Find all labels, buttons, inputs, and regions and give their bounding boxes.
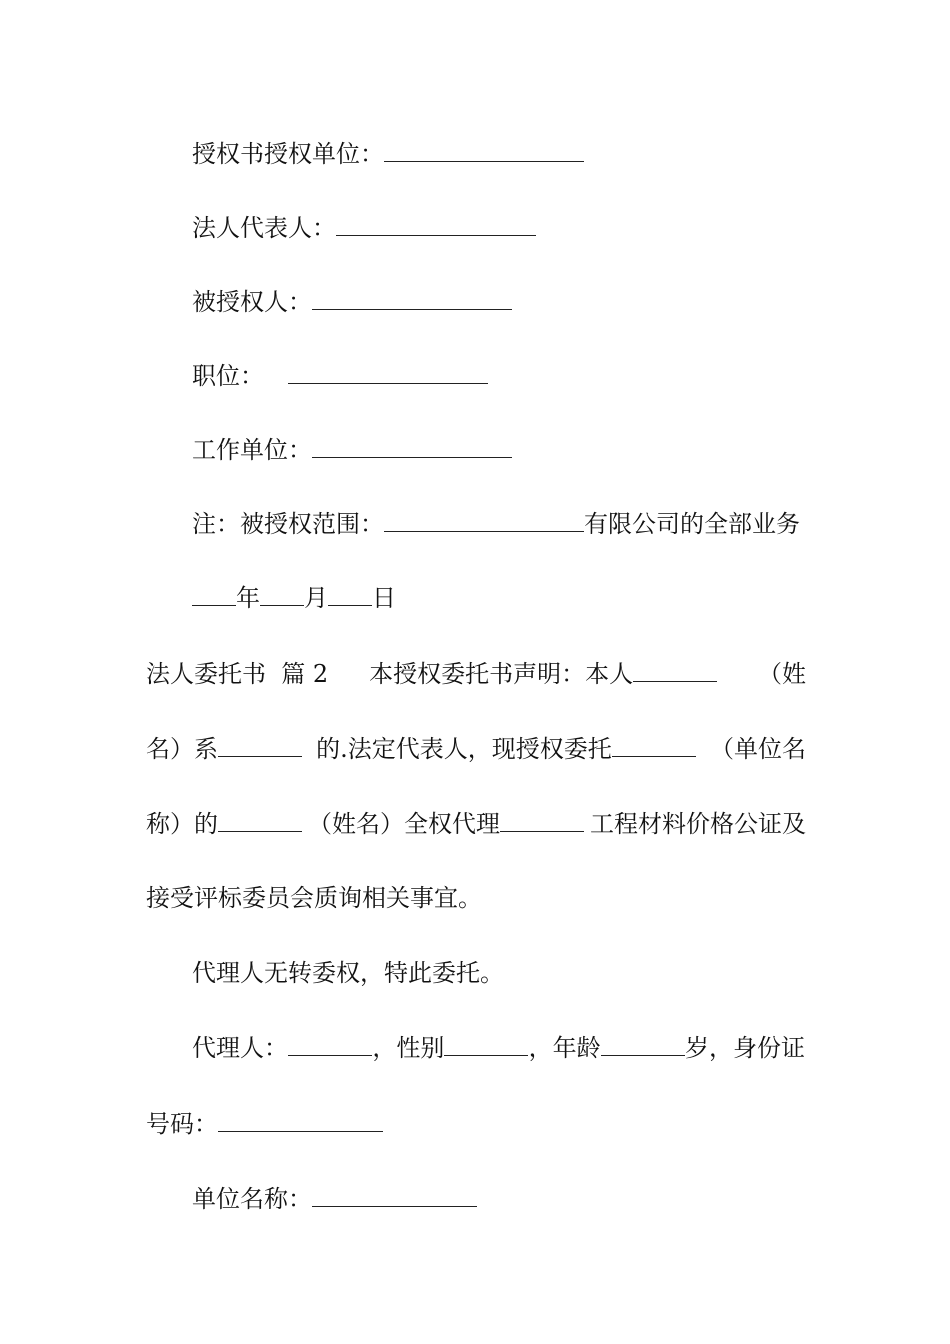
- work-unit-row: [192, 434, 512, 466]
- date-row: [192, 582, 396, 614]
- year-label: 年: [236, 584, 260, 612]
- section2-line-3: [146, 808, 806, 840]
- company-blank[interactable]: [218, 734, 302, 757]
- legal-rep-row: [192, 212, 536, 244]
- id-number-row: [146, 1108, 383, 1140]
- work-unit-label: 工作单位：: [192, 436, 312, 464]
- principal-name-blank[interactable]: [633, 659, 717, 682]
- statement-text: 本授权委托书声明：本人: [369, 660, 634, 688]
- note-label: 注：被授权范围：: [192, 510, 384, 538]
- section2-line-4: [146, 882, 482, 914]
- authorized-person-label: 被授权人：: [192, 288, 312, 316]
- entrusted-unit-blank[interactable]: [612, 734, 696, 757]
- no-sub-delegation-paragraph: [192, 957, 504, 989]
- section-heading: 法人委托书: [146, 660, 266, 688]
- day-blank[interactable]: [328, 583, 372, 606]
- work-unit-blank[interactable]: [312, 435, 512, 458]
- note-row: [192, 508, 800, 540]
- statement-text: 名）系: [146, 735, 218, 763]
- month-label: 月: [304, 584, 328, 612]
- section2-line-1: [146, 658, 806, 690]
- unit-name-label: 单位名称：: [192, 1185, 312, 1213]
- legal-rep-blank[interactable]: [336, 213, 536, 236]
- unit-name-row: [192, 1183, 477, 1215]
- statement-text: （姓: [757, 660, 806, 688]
- agent-label: 代理人：: [192, 1034, 288, 1062]
- unit-name-blank[interactable]: [312, 1184, 477, 1207]
- note-suffix: 有限公司的全部业务: [584, 510, 800, 538]
- chapter-label: 篇 2: [281, 660, 329, 688]
- section2-line-2: [146, 733, 806, 765]
- gender-label: ，性别: [372, 1034, 445, 1062]
- id-label: 号码：: [146, 1110, 218, 1138]
- statement-text: 的.法定代表人，现授权委托: [316, 735, 612, 763]
- position-blank[interactable]: [288, 361, 488, 384]
- statement-text: 工程材料价格公证及: [590, 810, 806, 838]
- agent-row: [192, 1032, 805, 1064]
- age-label: ，年龄: [528, 1034, 601, 1062]
- agent-blank[interactable]: [288, 1033, 372, 1056]
- authorizing-unit-blank[interactable]: [384, 139, 584, 162]
- project-blank[interactable]: [500, 809, 584, 832]
- statement-text: （单位名: [709, 735, 806, 763]
- no-sub-delegation-text: 代理人无转委权，特此委托。: [192, 959, 504, 987]
- statement-text: 接受评标委员会质询相关事宜。: [146, 884, 482, 912]
- day-label: 日: [372, 584, 396, 612]
- authorizing-unit-row: [192, 138, 584, 170]
- authorized-person-row: [192, 286, 512, 318]
- year-blank[interactable]: [192, 583, 236, 606]
- authorized-person-blank[interactable]: [312, 287, 512, 310]
- statement-text: 称）的: [146, 810, 218, 838]
- authorizing-unit-label: 授权书授权单位：: [192, 140, 384, 168]
- age-blank[interactable]: [601, 1033, 685, 1056]
- scope-blank[interactable]: [384, 509, 584, 532]
- statement-text: （姓名）全权代理: [308, 810, 500, 838]
- agent-name-blank[interactable]: [218, 809, 302, 832]
- age-suffix: 岁，身份证: [684, 1034, 805, 1062]
- legal-rep-label: 法人代表人：: [192, 214, 336, 242]
- position-label: 职位：: [192, 362, 264, 390]
- month-blank[interactable]: [260, 583, 304, 606]
- id-number-blank[interactable]: [218, 1109, 383, 1132]
- gender-blank[interactable]: [444, 1033, 528, 1056]
- position-row: [192, 360, 488, 392]
